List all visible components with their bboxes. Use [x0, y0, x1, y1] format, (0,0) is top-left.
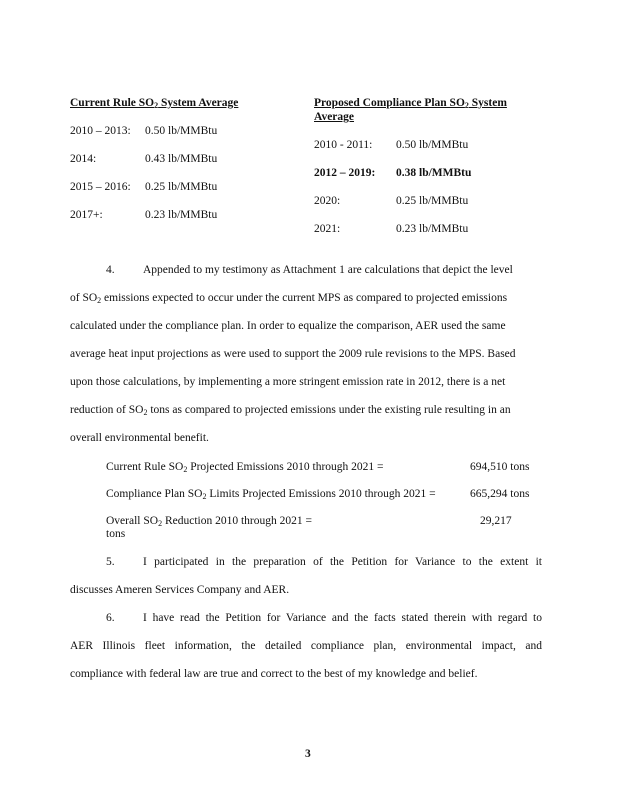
proposed-plan-header: Proposed Compliance Plan $SO_2$ System: [314, 97, 507, 110]
emissions-unit: tons: [106, 528, 126, 540]
paragraph-line: I have read the Petition for Variance and the facts stated therein with regard to: [143, 612, 542, 624]
proposed-plan-rate: 0.38 lb/MMBtu: [396, 167, 472, 179]
current-rule-row: 2015 – 2016:: [70, 181, 131, 193]
paragraph-line: AER Illinois fleet information, the detailed compliance plan, environmental impact, and: [70, 640, 542, 652]
current-rule-row: 2017+:: [70, 209, 103, 221]
paragraph-line: average heat input projections as were used to support the 2009 rule revisions to the MPS. Based: [70, 348, 516, 360]
emissions-value: 665,294 tons: [470, 488, 530, 500]
emissions-value: 694,510 tons: [470, 461, 530, 473]
proposed-plan-header-line2: Average: [314, 111, 355, 123]
current-rule-header: Current Rule $SO_2$ System Average: [70, 97, 239, 110]
proposed-plan-rate: 0.23 lb/MMBtu: [396, 223, 469, 235]
current-rule-rate: 0.50 lb/MMBtu: [145, 125, 218, 137]
paragraph-line: upon those calculations, by implementing a more stringent emission rate in 2012, there is a net: [70, 376, 506, 388]
paragraph-number: 5.: [106, 556, 115, 568]
proposed-plan-row: 2020:: [314, 195, 341, 207]
paragraph-line: reduction of $SO_2$ tons as compared to projected emissions under the existing rule resulting in an: [70, 404, 511, 417]
paragraph-line: calculated under the compliance plan. In order to equalize the comparison, AER used the same: [70, 320, 506, 332]
proposed-plan-row: 2021:: [314, 223, 341, 235]
proposed-plan-row: 2010 - 2011:: [314, 139, 373, 151]
emissions-label: Compliance Plan $SO_2$ Limits Projected Emissions 2010 through 2021 =: [106, 488, 436, 501]
paragraph-line: Appended to my testimony as Attachment 1 are calculations that depict the level: [143, 264, 513, 276]
paragraph-number: 4.: [106, 264, 115, 276]
emissions-label: Overall $SO_2$ Reduction 2010 through 2021 =: [106, 515, 312, 528]
emissions-label: Current Rule $SO_2$ Projected Emissions 2010 through 2021 =: [106, 461, 384, 474]
paragraph-line: I participated in the preparation of the Petition for Variance to the extent it: [143, 556, 542, 568]
current-rule-rate: 0.23 lb/MMBtu: [145, 209, 218, 221]
paragraph-number: 6.: [106, 612, 115, 624]
proposed-plan-row: 2012 – 2019:: [314, 167, 376, 179]
current-rule-rate: 0.43 lb/MMBtu: [145, 153, 218, 165]
paragraph-line: discusses Ameren Services Company and AER.: [70, 584, 290, 596]
current-rule-rate: 0.25 lb/MMBtu: [145, 181, 218, 193]
paragraph-line: of $SO_2$ emissions expected to occur under the current MPS as compared to projected emissions: [70, 292, 508, 305]
paragraph-line: compliance with federal law are true and correct to the best of my knowledge and belief.: [70, 668, 478, 680]
page-number: 3: [305, 748, 311, 760]
proposed-plan-rate: 0.25 lb/MMBtu: [396, 195, 469, 207]
emissions-value: 29,217: [480, 515, 512, 527]
current-rule-row: 2010 – 2013:: [70, 125, 131, 137]
paragraph-line: overall environmental benefit.: [70, 432, 209, 444]
proposed-plan-rate: 0.50 lb/MMBtu: [396, 139, 469, 151]
current-rule-row: 2014:: [70, 153, 97, 165]
